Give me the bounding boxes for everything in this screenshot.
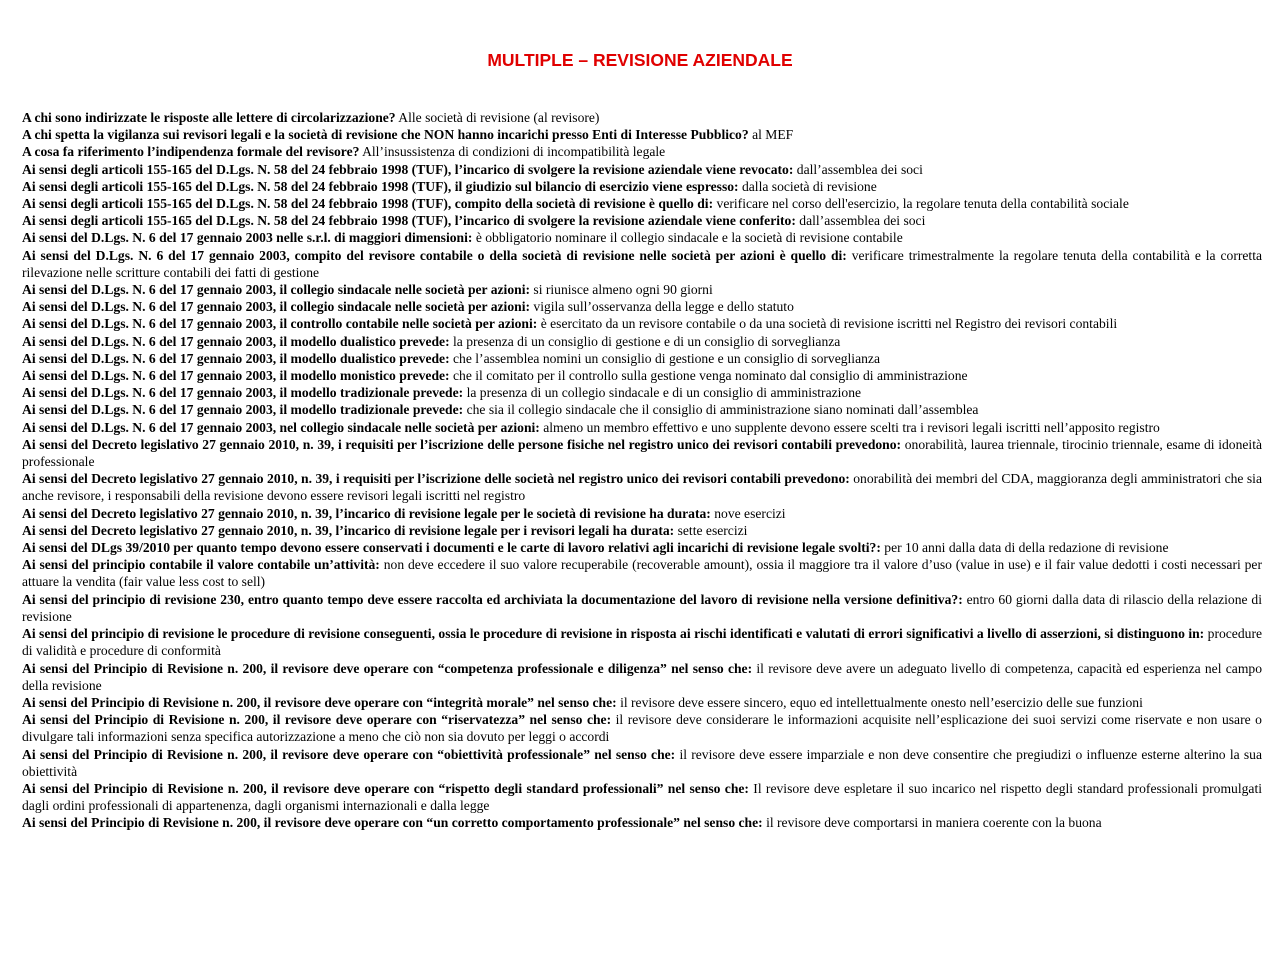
question-text: Ai sensi del Decreto legislativo 27 gennaio 2010, n. 39, i requisiti per l’iscrizione delle persone fisiche nel registro unico dei revisori contabili prevedono: xyxy=(22,436,902,452)
question-text: Ai sensi del Decreto legislativo 27 gennaio 2010, n. 39, l’incarico di revisione legale per le società di revisione ha durata: xyxy=(22,505,711,521)
question-text: Ai sensi del D.Lgs. N. 6 del 17 gennaio 2003, il modello monistico prevede: xyxy=(22,368,450,384)
qa-item xyxy=(22,694,1262,711)
question-text: Ai sensi del D.Lgs. N. 6 del 17 gennaio 2003, il modello tradizionale prevede: xyxy=(22,402,464,418)
answer-text: almeno un membro effettivo e uno supplente devono essere scelti tra i revisori legali iscritti nell’apposito registro xyxy=(543,419,1160,435)
answer-text: la presenza di un collegio sindacale e di un consiglio di amministrazione xyxy=(466,385,862,401)
qa-item xyxy=(22,660,1262,694)
answer-text: il revisore deve considerare le informazioni acquisite nell’esplicazione dei suoi servizi come riservate e non usare o divulgare tali informazioni senza specifica autorizzazione a meno che ciò non sia dovuto per leggi o accordi xyxy=(22,712,1262,745)
answer-text: nove esercizi xyxy=(714,505,786,521)
question-text: Ai sensi degli articoli 155-165 del D.Lgs. N. 58 del 24 febbraio 1998 (TUF), il giudizio sul bilancio di esercizio viene espresso: xyxy=(22,178,739,194)
qa-list xyxy=(22,109,1262,832)
answer-text: procedure di validità e procedure di conformità xyxy=(22,626,1262,659)
answer-text: si riunisce almeno ogni 90 giorni xyxy=(533,282,713,298)
question-text: Ai sensi del D.Lgs. N. 6 del 17 gennaio 2003, nel collegio sindacale nelle società per azioni: xyxy=(22,419,540,435)
question-text: Ai sensi del D.Lgs. N. 6 del 17 gennaio 2003, il collegio sindacale nelle società per azioni: xyxy=(22,299,530,315)
answer-text: Il revisore deve espletare il suo incarico nel rispetto degli standard professionali promulgati dagli ordini professionali di appartenenza, dagli organismi internazionali e dalla legge xyxy=(22,780,1262,814)
question-text: Ai sensi del Principio di Revisione n. 200, il revisore deve operare con “rispetto degli standard professionali” nel senso che: xyxy=(22,780,749,796)
qa-item xyxy=(22,814,1262,831)
answer-text: è esercitato da un revisore contabile o da una società di revisione iscritti nel Registro dei revisori contabili xyxy=(540,316,1118,332)
answer-text: All’insussistenza di condizioni di incompatibilità legale xyxy=(362,144,666,160)
answer-text: sette esercizi xyxy=(677,522,748,538)
qa-item xyxy=(22,229,1262,246)
question-text: Ai sensi del Principio di Revisione n. 200, il revisore deve operare con “competenza professionale e diligenza” nel senso che: xyxy=(22,660,753,676)
answer-text: non deve eccedere il suo valore recuperabile (recoverable amount), ossia il maggiore tra il valore d’uso (value in use) e il fair value dedotti i costi necessari per attuare la vendita (fair value less cost to sell) xyxy=(22,557,1262,590)
question-text: Ai sensi degli articoli 155-165 del D.Lgs. N. 58 del 24 febbraio 1998 (TUF), l’incarico di svolgere la revisione aziendale viene revocato: xyxy=(22,161,794,177)
question-text: Ai sensi del Principio di Revisione n. 200, il revisore deve operare con “obiettività professionale” nel senso che: xyxy=(22,746,676,762)
question-text: Ai sensi del DLgs 39/2010 per quanto tempo devono essere conservati i documenti e le carte di lavoro relativi agli incarichi di revisione legale svolti?: xyxy=(22,540,881,556)
answer-text: entro 60 giorni dalla data di rilascio della relazione di revisione xyxy=(22,591,1262,624)
qa-item xyxy=(22,350,1262,367)
qa-item xyxy=(22,247,1262,281)
answer-text: il revisore deve essere sincero, equo ed intellettualmente onesto nell’esercizio delle sue funzioni xyxy=(620,694,1143,710)
question-text: Ai sensi del D.Lgs. N. 6 del 17 gennaio 2003, il modello tradizionale prevede: xyxy=(22,385,464,401)
question-text: Ai sensi degli articoli 155-165 del D.Lgs. N. 58 del 24 febbraio 1998 (TUF), l’incarico di svolgere la revisione aziendale viene conferito: xyxy=(22,213,796,229)
answer-text: al MEF xyxy=(752,127,794,143)
qa-item xyxy=(22,780,1262,814)
answer-text: per 10 anni dalla data di della redazione di revisione xyxy=(884,540,1169,556)
qa-item xyxy=(22,281,1262,298)
qa-item xyxy=(22,212,1262,229)
answer-text: onorabilità dei membri del CDA, maggioranza degli amministratori che sia anche revisore, i responsabili della revisione devono essere revisori legali iscritti nel registro xyxy=(22,471,1262,504)
qa-item xyxy=(22,401,1262,418)
qa-item xyxy=(22,625,1262,659)
page-title: MULTIPLE – REVISIONE AZIENDALE xyxy=(487,50,793,70)
answer-text: verificare nel corso dell'esercizio, la regolare tenuta della contabilità sociale xyxy=(716,196,1129,212)
question-text: Ai sensi del D.Lgs. N. 6 del 17 gennaio 2003 nelle s.r.l. di maggiori dimensioni: xyxy=(22,230,473,246)
answer-text: il revisore deve essere imparziale e non deve consentire che pregiudizi o influenze esterne alterino la sua obiettività xyxy=(22,746,1262,779)
question-text: Ai sensi del Principio di Revisione n. 200, il revisore deve operare con “integrità morale” nel senso che: xyxy=(22,694,617,710)
qa-item xyxy=(22,505,1262,522)
question-text: Ai sensi del Decreto legislativo 27 gennaio 2010, n. 39, l’incarico di revisione legale per i revisori legali ha durata: xyxy=(22,522,675,538)
question-text: A cosa fa riferimento l’indipendenza formale del revisore? xyxy=(22,144,360,160)
answer-text: vigila sull’osservanza della legge e dello statuto xyxy=(533,299,794,315)
qa-item xyxy=(22,315,1262,332)
qa-item xyxy=(22,143,1262,160)
qa-item xyxy=(22,711,1262,745)
qa-item xyxy=(22,178,1262,195)
question-text: Ai sensi del Decreto legislativo 27 gennaio 2010, n. 39, i requisiti per l’iscrizione delle società nel registro unico dei revisori contabili prevedono: xyxy=(22,471,850,487)
qa-item xyxy=(22,522,1262,539)
question-text: Ai sensi del D.Lgs. N. 6 del 17 gennaio 2003, il controllo contabile nelle società per azioni: xyxy=(22,316,538,332)
qa-item xyxy=(22,384,1262,401)
qa-item xyxy=(22,367,1262,384)
qa-item xyxy=(22,436,1262,470)
qa-item xyxy=(22,591,1262,625)
answer-text: la presenza di un consiglio di gestione e di un consiglio di sorveglianza xyxy=(453,333,841,349)
answer-text: verificare trimestralmente la regolare tenuta della contabilità e la corretta rilevazione nelle scritture contabili dei fatti di gestione xyxy=(22,247,1263,280)
qa-item xyxy=(22,195,1262,212)
qa-item xyxy=(22,126,1262,143)
qa-item xyxy=(22,556,1262,590)
qa-item xyxy=(22,539,1262,556)
answer-text: il revisore deve comportarsi in maniera coerente con la buona xyxy=(766,815,1102,831)
answer-text: dall’assemblea dei soci xyxy=(799,213,926,229)
qa-item xyxy=(22,333,1262,350)
answer-text: Alle società di revisione (al revisore) xyxy=(398,110,600,125)
question-text: Ai sensi del principio di revisione le procedure di revisione conseguenti, ossia le procedure di revisione in risposta ai rischi identificati e valutati di errori significativi a livello di asserzioni, si distinguono in: xyxy=(22,626,1205,642)
answer-text: dall’assemblea dei soci xyxy=(796,161,923,177)
answer-text: dalla società di revisione xyxy=(741,178,877,194)
question-text: A chi sono indirizzate le risposte alle lettere di circolarizzazione? xyxy=(22,110,396,125)
question-text: Ai sensi del D.Lgs. N. 6 del 17 gennaio 2003, il collegio sindacale nelle società per azioni: xyxy=(22,282,530,298)
answer-text: che il comitato per il controllo sulla gestione venga nominato dal consiglio di amministrazione xyxy=(453,368,968,384)
question-text: Ai sensi del D.Lgs. N. 6 del 17 gennaio 2003, il modello dualistico prevede: xyxy=(22,350,450,366)
question-text: Ai sensi del Principio di Revisione n. 200, il revisore deve operare con “riservatezza” nel senso che: xyxy=(22,712,612,728)
answer-text: che sia il collegio sindacale che il consiglio di amministrazione siano nominati dall’assemblea xyxy=(466,402,979,418)
question-text: A chi spetta la vigilanza sui revisori legali e la società di revisione che NON hanno incarichi presso Enti di Interesse Pubblico? xyxy=(22,127,749,143)
question-text: Ai sensi del Principio di Revisione n. 200, il revisore deve operare con “un corretto comportamento professionale” nel senso che: xyxy=(22,815,763,831)
question-text: Ai sensi degli articoli 155-165 del D.Lgs. N. 58 del 24 febbraio 1998 (TUF), compito della società di revisione è quello di: xyxy=(22,196,714,212)
answer-text: che l’assemblea nomini un consiglio di gestione e un consiglio di sorveglianza xyxy=(453,350,880,366)
question-text: Ai sensi del D.Lgs. N. 6 del 17 gennaio 2003, il modello dualistico prevede: xyxy=(22,333,450,349)
qa-item xyxy=(22,470,1262,504)
qa-item xyxy=(22,109,1262,126)
qa-item xyxy=(22,161,1262,178)
qa-item xyxy=(22,746,1262,780)
answer-text: onorabilità, laurea triennale, tirocinio triennale, esame di idoneità professionale xyxy=(22,436,1263,470)
question-text: Ai sensi del principio contabile il valore contabile un’attività: xyxy=(22,557,380,573)
qa-item xyxy=(22,419,1262,436)
question-text: Ai sensi del D.Lgs. N. 6 del 17 gennaio 2003, compito del revisore contabile o della società di revisione nelle società per azioni è quello di: xyxy=(22,247,847,263)
answer-text: il revisore deve avere un adeguato livello di competenza, capacità ed esperienza nel campo della revisione xyxy=(22,660,1262,693)
answer-text: è obbligatorio nominare il collegio sindacale e la società di revisione contabile xyxy=(475,230,903,246)
qa-item xyxy=(22,298,1262,315)
question-text: Ai sensi del principio di revisione 230, entro quanto tempo deve essere raccolta ed archiviata la documentazione del lavoro di revisione nella versione definitiva?: xyxy=(22,591,963,607)
